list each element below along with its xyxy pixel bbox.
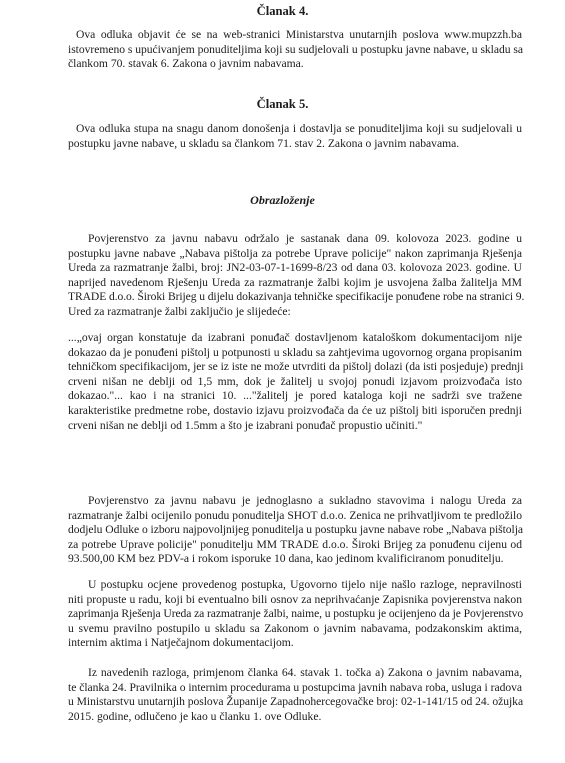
text-line: ...„ovaj organ konstatuje da izabrani ponuđač dostavljenom kataloškom dokumentacijom nije — [68, 331, 522, 344]
reasoning-paragraph-3 — [68, 578, 522, 651]
text-line: zaprimanja Rješenja Ureda za razmatranje žalbi, naime, u postupku je ocijenjeno da je Povjerenstvo — [68, 607, 524, 621]
text-line: U postupku ocjene provedenog postupka, Ugovorno tijelo nije našlo razloge, nepravilnosti — [88, 578, 522, 591]
text-line: niti propuste u radu, koji bi eventualno bili osnov za neprihvaćanje Zapisnika povjerenstva nakon — [68, 592, 522, 606]
article-5-heading: Članak 5. — [256, 97, 309, 111]
reasoning-paragraph-1 — [68, 232, 525, 320]
text-line: crveni nišan ne deblji od 1.5mm a što je izabrani ponuđač propustio učiniti." — [68, 418, 423, 432]
article-4-heading: Član​ak 4. — [256, 4, 309, 18]
text-line: u svemu pravilno postupilo u skladu sa Zakonom o javnim nabavama, podzakonskim aktima, — [68, 621, 522, 635]
text-line: u Ministarstvu unutarnjih poslova Županije Zapadnohercegovačke broj: 02-1-141/15 od 24. ožujka — [68, 695, 524, 709]
text-line: postupku javne nabave, u skladu sa člankom 71. stav 2. Zakona o javnim nabavama. — [68, 136, 460, 150]
text-line: dodjelu Odluke o izboru najpovoljnijeg ponuditelja u postupku javne nabave robe „Nabava pištolja — [68, 523, 523, 537]
article-5-text — [68, 122, 522, 151]
text-line: Povjerenstvo za javnu nabavu je jednoglasno a sukladno stavovima i nalogu Ureda za — [88, 494, 522, 507]
text-line: naprijed navedenom Rješenju Ureda za razmatranje žalbi kojim je usvojena žalba žalitelja MM — [68, 275, 522, 289]
text-line: te članka 24. Pravilnika o internim procedurama u postupcima javnih nabava roba, usluga i radova — [68, 680, 522, 694]
text-line: Ova odluka stupa na snagu danom donošenja i dostavlja se ponuditeljima koji su sudjelovali u — [76, 122, 522, 135]
text-line: člankom 70. stavak 6. Zakona o javnim nabavama. — [68, 57, 304, 71]
text-line: Iz navedenih razloga, primjenom članka 64. stavak 1. točka a) Zakona o javnim nabavama, — [88, 666, 522, 679]
text-line: crveni nišan ne deblji od 1,5 mm, dok je žalitelj u svojoj ponudi izjavom proizvođača isto — [68, 374, 522, 388]
reasoning-paragraph-2 — [68, 494, 522, 567]
text-line: postupku javne nabave „Nabava pištolja za potrebe Uprave policije" nakon zaprimanja Rješenja — [68, 246, 522, 260]
reasoning-paragraph-4 — [68, 666, 522, 724]
text-line: internim aktima i Natječajnom dokumentacijom. — [68, 636, 294, 650]
text-line: dokazao da je ponuđeni pištolj u potpunosti u skladu sa zahtjevima ugovornog organa propisanim — [68, 345, 522, 359]
reasoning-heading: Obrazloženje — [250, 193, 315, 207]
text-line: Ureda za razmatranje žalbi, broj: JN2-03-07-1-1699-8/23 od dana 03. kolovoza 2023. godine. U — [68, 261, 522, 275]
text-line: 93.500,00 KM bez PDV-a i rokom isporuke 10 dana, kao jedinom kvalificiranom ponuditelju. — [68, 552, 504, 566]
text-line: TRADE d.o.o. Široki Brijeg u dijelu dokazivanja tehničke specifikacije ponuđene robe na stranici 9. — [68, 290, 525, 304]
text-line: tehničkom specifikacijom, jer se iz iste ne može utvrditi da pištolj dolazi (da isti posjeduje) prednji — [68, 360, 524, 374]
text-line: razmatranje žalbi ocijenilo ponudu ponuditelja SHOT d.o.o. Zenica ne prihvatljivom te predložilo — [68, 508, 522, 522]
text-line: dokazao."... kao i na stranici 10. ..."žalitelj je pored kataloga koji ne sadrži sve tražene — [68, 389, 522, 403]
quote-block — [68, 331, 522, 433]
text-line: istovremeno s upućivanjem ponuditeljima koji su sudjelovali u postupku javne nabave, u skladu sa — [68, 42, 523, 56]
text-line: Povjerenstvo za javnu nabavu održalo je sastanak dana 09. kolovoza 2023. godine u — [88, 232, 522, 245]
text-line: Ova odluka objavit će se na web-stranici Ministarstva unutarnjih poslova www.mupzzh.ba — [76, 28, 522, 41]
article-4-text — [68, 28, 522, 72]
text-line: 2015. godine, odlučeno je kao u članku 1. ove Odluke. — [68, 709, 322, 723]
text-line: karakteristike predmetne robe, dostavio izjavu proizvođača da će uz pištolj biti isporučen prednji — [68, 403, 522, 417]
text-line: Ured za razmatranje žalbi zaključio je slijedeće: — [68, 304, 291, 318]
text-line: za potrebe Uprave policije" ponuditelju MM TRADE d.o.o. Široki Brijeg za ponuđenu cijenu od — [68, 537, 522, 551]
